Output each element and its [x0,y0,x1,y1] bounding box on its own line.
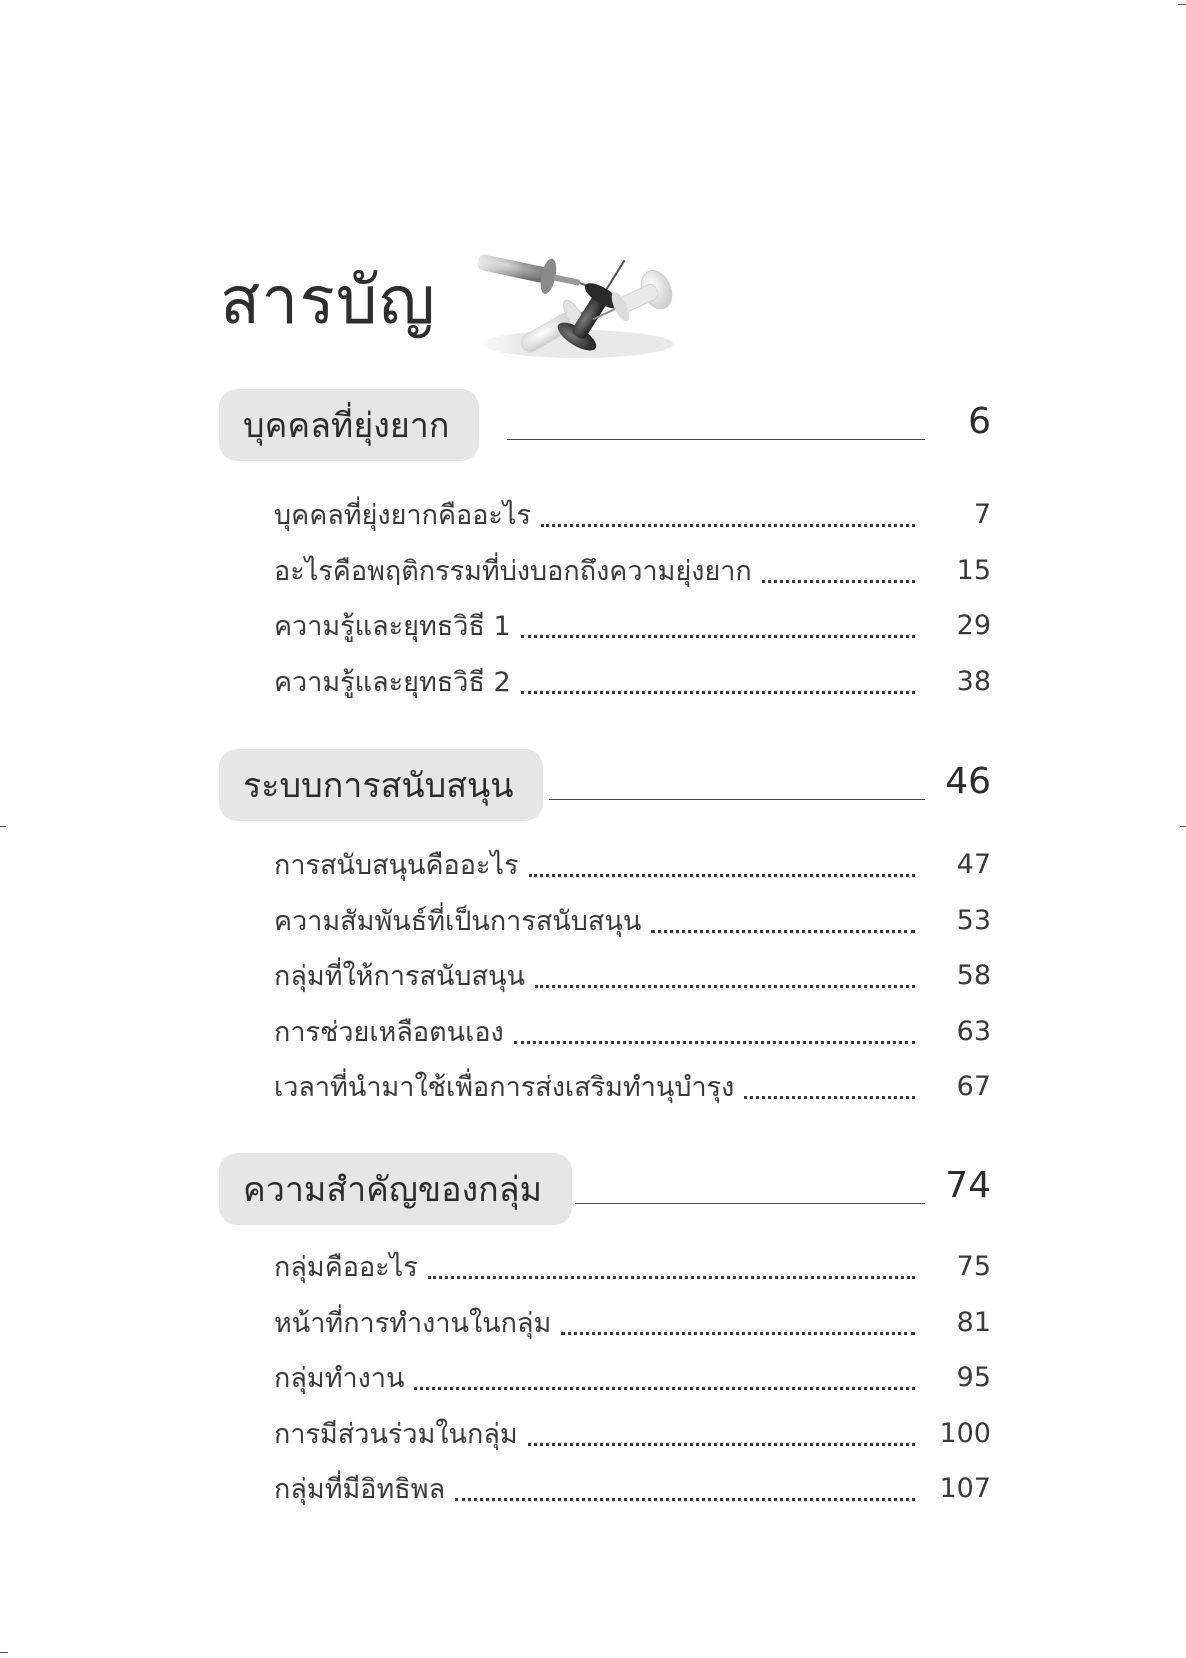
section-header [219,389,995,461]
entry-page-number: 75 [956,1251,991,1283]
page-title: สารบัญ [220,262,436,339]
entry-page-number: 100 [939,1417,991,1449]
entry-title: หน้าที่การทำงานในกลุ่ม [274,1307,552,1339]
dot-leader [455,1498,915,1501]
toc-entry[interactable] [219,543,995,599]
toc-entry[interactable] [219,837,995,893]
toc-entry[interactable] [219,1461,995,1517]
toc-entry[interactable] [219,1350,995,1406]
toc-section-3 [219,1153,995,1517]
crop-mark-mid-left [0,826,6,827]
toc-entry[interactable] [219,1004,995,1060]
entry-title: การมีส่วนร่วมในกลุ่ม [274,1418,518,1450]
entry-page-number: 107 [939,1473,991,1505]
toc-entry[interactable] [219,1406,995,1462]
entry-page-number: 29 [956,610,991,642]
entry-title: อะไรคือพฤติกรรมที่บ่งบอกถึงความยุ่งยาก [274,555,752,587]
dot-leader [428,1276,915,1279]
entry-title: ความรู้และยุทธวิธี 1 [274,611,511,643]
dot-leader [744,1096,915,1099]
toc-section-1 [219,389,995,709]
section-entries [219,487,995,709]
crop-mark-top-right [1178,4,1186,5]
dot-leader [561,1332,915,1335]
entry-page-number: 47 [956,849,991,881]
entry-title: กลุ่มที่ให้การสนับสนุน [274,961,525,993]
entry-page-number: 95 [956,1362,991,1394]
entry-page-number: 63 [956,1015,991,1047]
toc-section-2 [219,749,995,1115]
crop-mark-mid-right [1180,826,1186,827]
entry-title: การช่วยเหลือตนเอง [274,1016,504,1048]
section-title: ระบบการสนับสนุน [219,749,543,821]
section-entries [219,1239,995,1517]
dot-leader [762,580,915,583]
entry-page-number: 15 [956,554,991,586]
toc-entry[interactable] [219,1059,995,1115]
section-entries [219,837,995,1115]
entry-title: ความสัมพันธ์ที่เป็นการสนับสนุน [274,905,642,937]
section-header [219,1153,995,1225]
section-title: บุคคลที่ยุ่งยาก [219,389,479,461]
entry-page-number: 38 [956,665,991,697]
entry-page-number: 58 [956,960,991,992]
dot-leader [541,524,915,527]
section-rule [507,439,925,440]
section-rule [549,799,925,800]
dot-leader [535,985,915,988]
toc-entry[interactable] [219,598,995,654]
section-rule [575,1203,925,1204]
dot-leader [514,1041,915,1044]
entry-title: บุคคลที่ยุ่งยากคืออะไร [274,500,532,532]
section-page-number: 6 [968,401,991,442]
entry-title: กลุ่มทำงาน [274,1363,405,1395]
entry-title: กลุ่มที่มีอิทธิพล [274,1474,446,1506]
section-page-number: 74 [945,1165,991,1206]
entry-title: กลุ่มคืออะไร [274,1252,418,1284]
entry-page-number: 53 [956,904,991,936]
section-title: ความสำคัญของกลุ่ม [219,1153,572,1225]
toc-entry[interactable] [219,487,995,543]
entry-title: เวลาที่นำมาใช้เพื่อการส่งเสริมทำนุบำรุง [274,1072,735,1104]
dot-leader [651,930,915,933]
toc-entry[interactable] [219,893,995,949]
push-pins-illustration [468,236,688,362]
section-header [219,749,995,821]
entry-title: ความรู้และยุทธวิธี 2 [274,666,511,698]
toc-entry[interactable] [219,1239,995,1295]
entry-page-number: 7 [973,499,991,531]
dot-leader [528,1443,915,1446]
entry-title: การสนับสนุนคืออะไร [274,850,519,882]
entry-page-number: 81 [956,1306,991,1338]
section-page-number: 46 [945,761,991,802]
crop-mark-bottom-left [0,1652,8,1653]
dot-leader [414,1387,915,1390]
dot-leader [521,691,915,694]
entry-page-number: 67 [956,1071,991,1103]
toc-entry[interactable] [219,948,995,1004]
toc-entry[interactable] [219,1295,995,1351]
dot-leader [529,874,915,877]
toc-entry[interactable] [219,654,995,710]
dot-leader [521,635,915,638]
